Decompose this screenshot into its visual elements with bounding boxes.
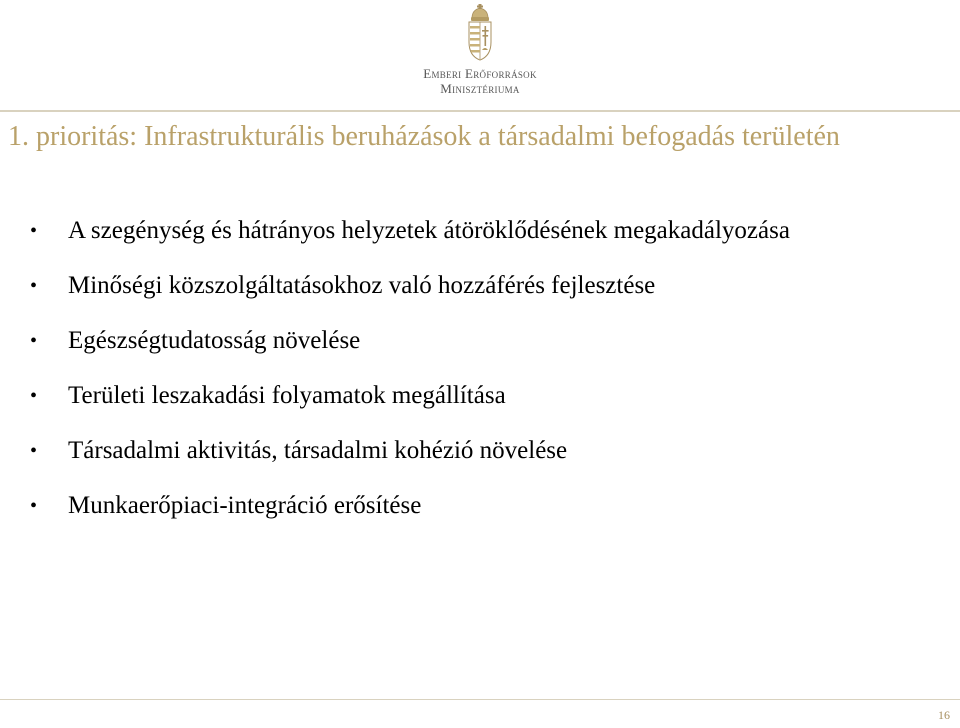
bullet-item xyxy=(28,489,928,523)
bullet-dot-icon: • xyxy=(30,220,38,242)
page-number: 16 xyxy=(938,708,950,722)
footer-divider xyxy=(0,699,960,700)
bullet-text: Területi leszakadási folyamatok megállítása xyxy=(68,382,506,409)
bullet-dot-icon: • xyxy=(30,495,38,517)
bullet-item xyxy=(28,379,928,413)
header-divider xyxy=(0,110,960,112)
bullet-text: A szegénység és hátrányos helyzetek átöröklődésének megakadályozása xyxy=(68,217,790,244)
bullet-text: Egészségtudatosság növelése xyxy=(68,327,361,354)
bullet-item xyxy=(28,269,928,303)
ministry-name xyxy=(405,66,555,96)
bullet-item xyxy=(28,214,928,248)
bullet-dot-icon: • xyxy=(30,440,38,462)
bullet-item xyxy=(28,324,928,358)
bullet-dot-icon: • xyxy=(30,275,38,297)
slide-title: 1. prioritás: Infrastrukturális beruházások a társadalmi befogadás területén xyxy=(8,121,840,152)
ministry-name-line1: Emberi Erőforrások xyxy=(423,66,537,81)
bullet-item xyxy=(28,434,928,468)
ministry-name-line2: Minisztériuma xyxy=(440,81,520,96)
bullet-dot-icon: • xyxy=(30,385,38,407)
bullet-text: Társadalmi aktivitás, társadalmi kohézió növelése xyxy=(68,437,568,464)
bullet-dot-icon: • xyxy=(30,330,38,352)
coat-of-arms-icon xyxy=(463,4,497,62)
bullet-list xyxy=(28,214,928,544)
ministry-logo xyxy=(405,4,555,100)
bullet-text: Minőségi közszolgáltatásokhoz való hozzáférés fejlesztése xyxy=(68,272,656,299)
bullet-text: Munkaerőpiaci-integráció erősítése xyxy=(68,492,422,519)
